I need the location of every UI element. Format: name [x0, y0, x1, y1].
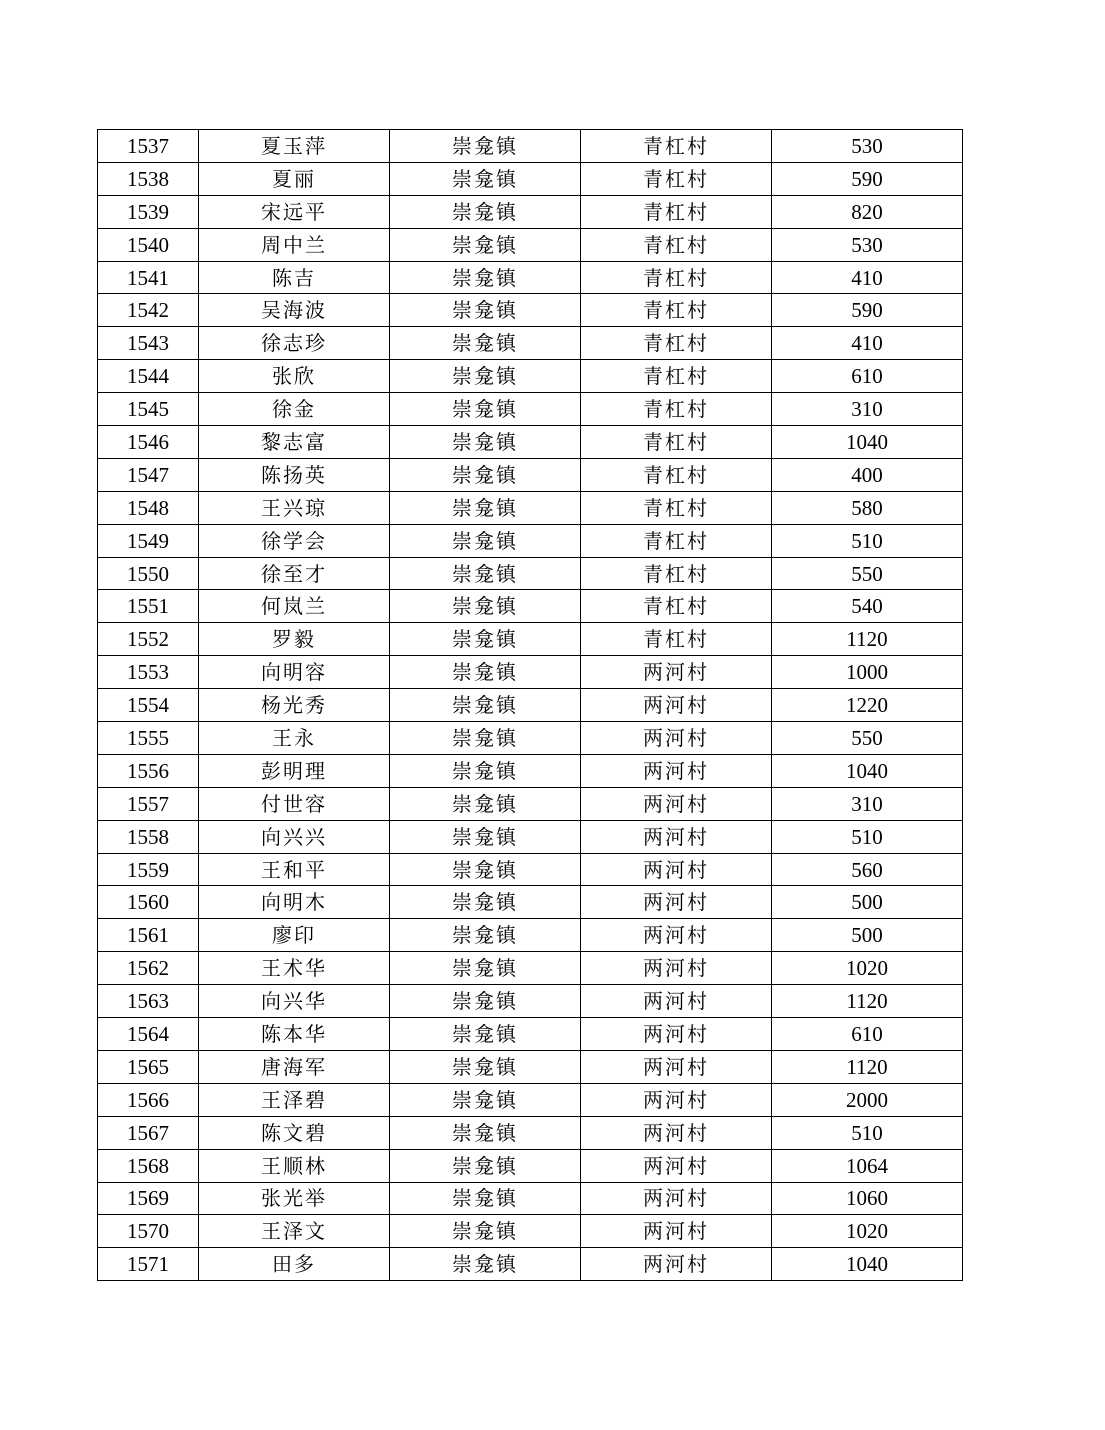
table-row — [98, 820, 963, 853]
table-row — [98, 524, 963, 557]
name-cell: 罗毅 — [199, 623, 390, 656]
name-cell: 夏丽 — [199, 162, 390, 195]
row-number-cell: 1553 — [98, 656, 199, 689]
table-row — [98, 458, 963, 491]
name-cell: 王兴琼 — [199, 491, 390, 524]
amount-cell: 1000 — [772, 656, 963, 689]
town-cell: 崇龛镇 — [390, 393, 581, 426]
town-cell: 崇龛镇 — [390, 722, 581, 755]
roster-table — [97, 129, 963, 1281]
town-cell: 崇龛镇 — [390, 360, 581, 393]
amount-cell: 310 — [772, 787, 963, 820]
amount-cell: 580 — [772, 491, 963, 524]
row-number-cell: 1565 — [98, 1050, 199, 1083]
amount-cell: 410 — [772, 261, 963, 294]
amount-cell: 610 — [772, 360, 963, 393]
town-cell: 崇龛镇 — [390, 557, 581, 590]
amount-cell: 550 — [772, 557, 963, 590]
town-cell: 崇龛镇 — [390, 491, 581, 524]
name-cell: 徐金 — [199, 393, 390, 426]
amount-cell: 510 — [772, 820, 963, 853]
town-cell: 崇龛镇 — [390, 820, 581, 853]
town-cell: 崇龛镇 — [390, 754, 581, 787]
row-number-cell: 1547 — [98, 458, 199, 491]
name-cell: 王和平 — [199, 853, 390, 886]
name-cell: 周中兰 — [199, 228, 390, 261]
row-number-cell: 1551 — [98, 590, 199, 623]
town-cell: 崇龛镇 — [390, 590, 581, 623]
amount-cell: 1040 — [772, 754, 963, 787]
row-number-cell: 1544 — [98, 360, 199, 393]
name-cell: 向明木 — [199, 886, 390, 919]
town-cell: 崇龛镇 — [390, 1050, 581, 1083]
town-cell: 崇龛镇 — [390, 228, 581, 261]
table-row — [98, 1050, 963, 1083]
town-cell: 崇龛镇 — [390, 985, 581, 1018]
amount-cell: 2000 — [772, 1083, 963, 1116]
table-row — [98, 294, 963, 327]
village-cell: 青杠村 — [581, 524, 772, 557]
name-cell: 徐学会 — [199, 524, 390, 557]
row-number-cell: 1555 — [98, 722, 199, 755]
amount-cell: 590 — [772, 162, 963, 195]
village-cell: 两河村 — [581, 886, 772, 919]
table-row — [98, 853, 963, 886]
row-number-cell: 1549 — [98, 524, 199, 557]
name-cell: 何岚兰 — [199, 590, 390, 623]
table-row — [98, 754, 963, 787]
amount-cell: 410 — [772, 327, 963, 360]
row-number-cell: 1559 — [98, 853, 199, 886]
table-row — [98, 1149, 963, 1182]
row-number-cell: 1538 — [98, 162, 199, 195]
town-cell: 崇龛镇 — [390, 426, 581, 459]
amount-cell: 530 — [772, 228, 963, 261]
row-number-cell: 1545 — [98, 393, 199, 426]
table-row — [98, 426, 963, 459]
town-cell: 崇龛镇 — [390, 853, 581, 886]
amount-cell: 1120 — [772, 985, 963, 1018]
amount-cell: 1020 — [772, 1215, 963, 1248]
amount-cell: 540 — [772, 590, 963, 623]
row-number-cell: 1556 — [98, 754, 199, 787]
table-row — [98, 557, 963, 590]
table-row — [98, 886, 963, 919]
town-cell: 崇龛镇 — [390, 952, 581, 985]
village-cell: 青杠村 — [581, 360, 772, 393]
table-row — [98, 1116, 963, 1149]
table-row — [98, 327, 963, 360]
amount-cell: 510 — [772, 1116, 963, 1149]
row-number-cell: 1554 — [98, 689, 199, 722]
name-cell: 王术华 — [199, 952, 390, 985]
village-cell: 两河村 — [581, 1149, 772, 1182]
table-row — [98, 1248, 963, 1281]
town-cell: 崇龛镇 — [390, 623, 581, 656]
name-cell: 付世容 — [199, 787, 390, 820]
town-cell: 崇龛镇 — [390, 294, 581, 327]
amount-cell: 610 — [772, 1018, 963, 1051]
town-cell: 崇龛镇 — [390, 1083, 581, 1116]
row-number-cell: 1567 — [98, 1116, 199, 1149]
village-cell: 两河村 — [581, 787, 772, 820]
town-cell: 崇龛镇 — [390, 458, 581, 491]
town-cell: 崇龛镇 — [390, 787, 581, 820]
name-cell: 陈文碧 — [199, 1116, 390, 1149]
row-number-cell: 1571 — [98, 1248, 199, 1281]
town-cell: 崇龛镇 — [390, 261, 581, 294]
table-row — [98, 1083, 963, 1116]
amount-cell: 400 — [772, 458, 963, 491]
village-cell: 两河村 — [581, 952, 772, 985]
amount-cell: 1060 — [772, 1182, 963, 1215]
name-cell: 杨光秀 — [199, 689, 390, 722]
amount-cell: 550 — [772, 722, 963, 755]
town-cell: 崇龛镇 — [390, 327, 581, 360]
name-cell: 徐至才 — [199, 557, 390, 590]
name-cell: 徐志珍 — [199, 327, 390, 360]
name-cell: 王泽文 — [199, 1215, 390, 1248]
village-cell: 青杠村 — [581, 228, 772, 261]
town-cell: 崇龛镇 — [390, 689, 581, 722]
name-cell: 陈吉 — [199, 261, 390, 294]
town-cell: 崇龛镇 — [390, 130, 581, 163]
village-cell: 青杠村 — [581, 162, 772, 195]
table-row — [98, 985, 963, 1018]
town-cell: 崇龛镇 — [390, 1116, 581, 1149]
name-cell: 陈扬英 — [199, 458, 390, 491]
row-number-cell: 1552 — [98, 623, 199, 656]
village-cell: 青杠村 — [581, 261, 772, 294]
amount-cell: 500 — [772, 919, 963, 952]
table-row — [98, 722, 963, 755]
village-cell: 两河村 — [581, 1215, 772, 1248]
row-number-cell: 1543 — [98, 327, 199, 360]
amount-cell: 1120 — [772, 1050, 963, 1083]
amount-cell: 1040 — [772, 426, 963, 459]
name-cell: 黎志富 — [199, 426, 390, 459]
village-cell: 青杠村 — [581, 130, 772, 163]
name-cell: 廖印 — [199, 919, 390, 952]
row-number-cell: 1537 — [98, 130, 199, 163]
village-cell: 青杠村 — [581, 294, 772, 327]
table-row — [98, 919, 963, 952]
row-number-cell: 1557 — [98, 787, 199, 820]
row-number-cell: 1568 — [98, 1149, 199, 1182]
table-row — [98, 195, 963, 228]
amount-cell: 820 — [772, 195, 963, 228]
amount-cell: 1040 — [772, 1248, 963, 1281]
amount-cell: 1020 — [772, 952, 963, 985]
table-row — [98, 393, 963, 426]
name-cell: 王泽碧 — [199, 1083, 390, 1116]
row-number-cell: 1562 — [98, 952, 199, 985]
village-cell: 两河村 — [581, 1116, 772, 1149]
amount-cell: 1064 — [772, 1149, 963, 1182]
town-cell: 崇龛镇 — [390, 195, 581, 228]
village-cell: 青杠村 — [581, 623, 772, 656]
row-number-cell: 1563 — [98, 985, 199, 1018]
table-row — [98, 689, 963, 722]
name-cell: 田多 — [199, 1248, 390, 1281]
row-number-cell: 1558 — [98, 820, 199, 853]
table-row — [98, 590, 963, 623]
name-cell: 向兴华 — [199, 985, 390, 1018]
name-cell: 王永 — [199, 722, 390, 755]
town-cell: 崇龛镇 — [390, 1215, 581, 1248]
row-number-cell: 1570 — [98, 1215, 199, 1248]
row-number-cell: 1569 — [98, 1182, 199, 1215]
town-cell: 崇龛镇 — [390, 524, 581, 557]
village-cell: 青杠村 — [581, 458, 772, 491]
table-row — [98, 656, 963, 689]
name-cell: 吴海波 — [199, 294, 390, 327]
name-cell: 王顺林 — [199, 1149, 390, 1182]
village-cell: 青杠村 — [581, 393, 772, 426]
row-number-cell: 1541 — [98, 261, 199, 294]
village-cell: 两河村 — [581, 1083, 772, 1116]
village-cell: 青杠村 — [581, 590, 772, 623]
name-cell: 陈本华 — [199, 1018, 390, 1051]
name-cell: 张欣 — [199, 360, 390, 393]
row-number-cell: 1548 — [98, 491, 199, 524]
amount-cell: 1120 — [772, 623, 963, 656]
row-number-cell: 1546 — [98, 426, 199, 459]
village-cell: 两河村 — [581, 1018, 772, 1051]
row-number-cell: 1564 — [98, 1018, 199, 1051]
town-cell: 崇龛镇 — [390, 886, 581, 919]
name-cell: 彭明理 — [199, 754, 390, 787]
village-cell: 两河村 — [581, 985, 772, 1018]
village-cell: 两河村 — [581, 919, 772, 952]
table-row — [98, 261, 963, 294]
row-number-cell: 1539 — [98, 195, 199, 228]
table-row — [98, 952, 963, 985]
village-cell: 两河村 — [581, 722, 772, 755]
amount-cell: 500 — [772, 886, 963, 919]
village-cell: 青杠村 — [581, 426, 772, 459]
village-cell: 青杠村 — [581, 491, 772, 524]
village-cell: 青杠村 — [581, 195, 772, 228]
name-cell: 唐海军 — [199, 1050, 390, 1083]
village-cell: 青杠村 — [581, 327, 772, 360]
town-cell: 崇龛镇 — [390, 1018, 581, 1051]
town-cell: 崇龛镇 — [390, 656, 581, 689]
table-row — [98, 360, 963, 393]
village-cell: 两河村 — [581, 1248, 772, 1281]
village-cell: 两河村 — [581, 1050, 772, 1083]
village-cell: 两河村 — [581, 820, 772, 853]
row-number-cell: 1542 — [98, 294, 199, 327]
name-cell: 张光举 — [199, 1182, 390, 1215]
table-row — [98, 491, 963, 524]
village-cell: 两河村 — [581, 1182, 772, 1215]
table-row — [98, 787, 963, 820]
amount-cell: 560 — [772, 853, 963, 886]
amount-cell: 310 — [772, 393, 963, 426]
table-row — [98, 162, 963, 195]
village-cell: 两河村 — [581, 853, 772, 886]
row-number-cell: 1566 — [98, 1083, 199, 1116]
amount-cell: 590 — [772, 294, 963, 327]
amount-cell: 1220 — [772, 689, 963, 722]
amount-cell: 530 — [772, 130, 963, 163]
table-row — [98, 1215, 963, 1248]
name-cell: 向明容 — [199, 656, 390, 689]
table-row — [98, 1182, 963, 1215]
roster-table-body — [98, 130, 963, 1281]
table-row — [98, 1018, 963, 1051]
town-cell: 崇龛镇 — [390, 1248, 581, 1281]
name-cell: 向兴兴 — [199, 820, 390, 853]
row-number-cell: 1561 — [98, 919, 199, 952]
village-cell: 两河村 — [581, 754, 772, 787]
name-cell: 宋远平 — [199, 195, 390, 228]
table-row — [98, 623, 963, 656]
town-cell: 崇龛镇 — [390, 1182, 581, 1215]
village-cell: 青杠村 — [581, 557, 772, 590]
row-number-cell: 1540 — [98, 228, 199, 261]
town-cell: 崇龛镇 — [390, 162, 581, 195]
table-row — [98, 130, 963, 163]
village-cell: 两河村 — [581, 656, 772, 689]
town-cell: 崇龛镇 — [390, 1149, 581, 1182]
town-cell: 崇龛镇 — [390, 919, 581, 952]
name-cell: 夏玉萍 — [199, 130, 390, 163]
table-row — [98, 228, 963, 261]
amount-cell: 510 — [772, 524, 963, 557]
village-cell: 两河村 — [581, 689, 772, 722]
row-number-cell: 1550 — [98, 557, 199, 590]
row-number-cell: 1560 — [98, 886, 199, 919]
